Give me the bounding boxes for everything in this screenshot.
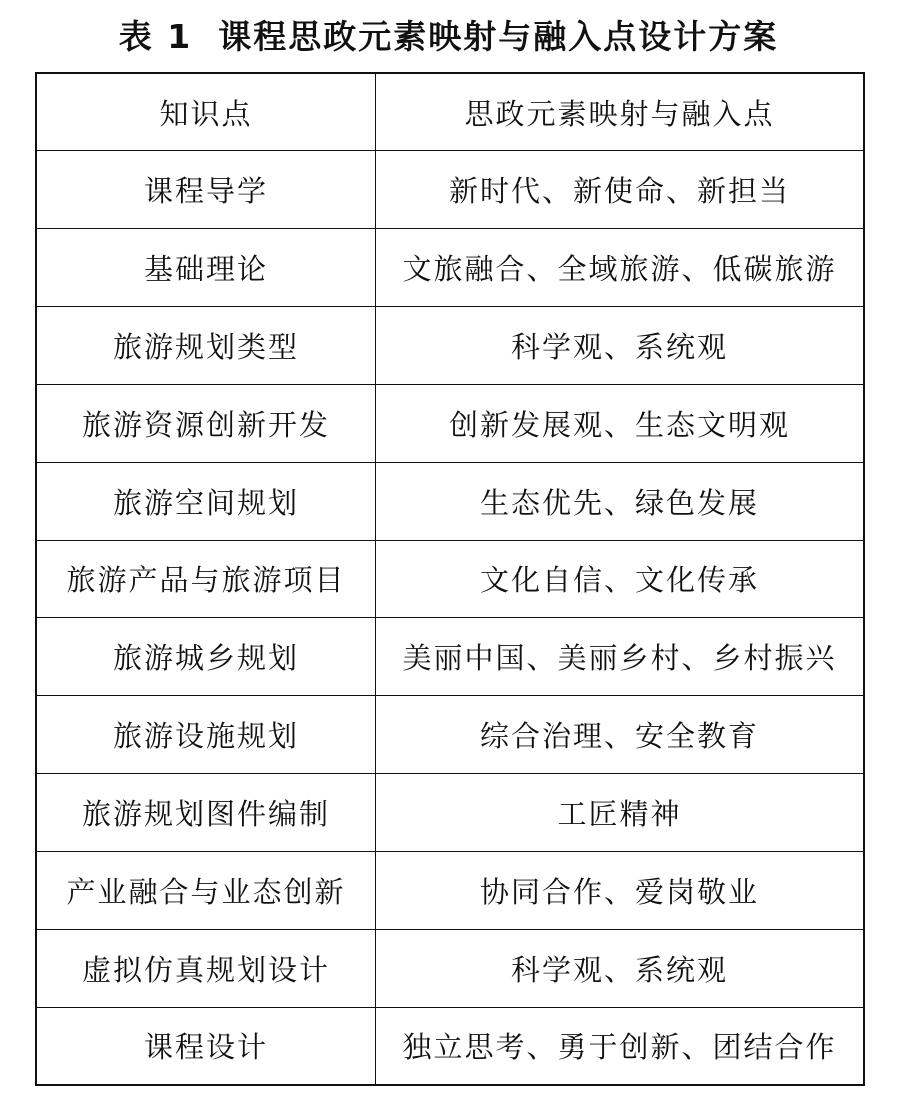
knowledge-point-cell: 课程设计 xyxy=(37,1007,376,1084)
ideological-element-cell: 新时代、新使命、新担当 xyxy=(376,151,864,229)
header-ideological-elements: 思政元素映射与融入点 xyxy=(376,74,864,151)
table-number: 表 1 xyxy=(118,16,193,56)
knowledge-point-cell: 旅游资源创新开发 xyxy=(37,384,376,462)
ideological-element-cell: 生态优先、绿色发展 xyxy=(376,462,864,540)
knowledge-point-cell: 基础理论 xyxy=(37,229,376,307)
knowledge-point-cell: 旅游产品与旅游项目 xyxy=(37,540,376,618)
table-title: 课程思政元素映射与融入点设计方案 xyxy=(218,16,779,56)
header-knowledge-point: 知识点 xyxy=(37,74,376,151)
ideological-element-cell: 综合治理、安全教育 xyxy=(376,696,864,774)
ideological-element-cell: 文化自信、文化传承 xyxy=(376,540,864,618)
ideological-element-cell: 科学观、系统观 xyxy=(376,929,864,1007)
knowledge-point-cell: 旅游城乡规划 xyxy=(37,618,376,696)
table-row xyxy=(37,229,863,307)
table-row xyxy=(37,618,863,696)
ideological-element-cell: 协同合作、爱岗敬业 xyxy=(376,851,864,929)
knowledge-point-cell: 虚拟仿真规划设计 xyxy=(37,929,376,1007)
table-row xyxy=(37,307,863,385)
knowledge-point-cell: 课程导学 xyxy=(37,151,376,229)
table-row xyxy=(37,696,863,774)
table-row xyxy=(37,851,863,929)
ideological-element-cell: 文旅融合、全域旅游、低碳旅游 xyxy=(376,229,864,307)
table-row xyxy=(37,540,863,618)
table-row xyxy=(37,462,863,540)
ideological-element-cell: 工匠精神 xyxy=(376,774,864,852)
knowledge-point-cell: 旅游设施规划 xyxy=(37,696,376,774)
table-row xyxy=(37,929,863,1007)
table-row xyxy=(37,774,863,852)
ideological-element-cell: 创新发展观、生态文明观 xyxy=(376,384,864,462)
mapping-table xyxy=(35,72,865,1086)
ideological-element-cell: 美丽中国、美丽乡村、乡村振兴 xyxy=(376,618,864,696)
table-caption xyxy=(0,10,897,58)
table-header-row xyxy=(37,74,863,151)
knowledge-point-cell: 旅游规划图件编制 xyxy=(37,774,376,852)
knowledge-point-cell: 旅游空间规划 xyxy=(37,462,376,540)
knowledge-point-cell: 产业融合与业态创新 xyxy=(37,851,376,929)
knowledge-point-cell: 旅游规划类型 xyxy=(37,307,376,385)
ideological-element-cell: 独立思考、勇于创新、团结合作 xyxy=(376,1007,864,1084)
ideological-element-cell: 科学观、系统观 xyxy=(376,307,864,385)
table-row xyxy=(37,1007,863,1084)
table-row xyxy=(37,151,863,229)
table-row xyxy=(37,384,863,462)
